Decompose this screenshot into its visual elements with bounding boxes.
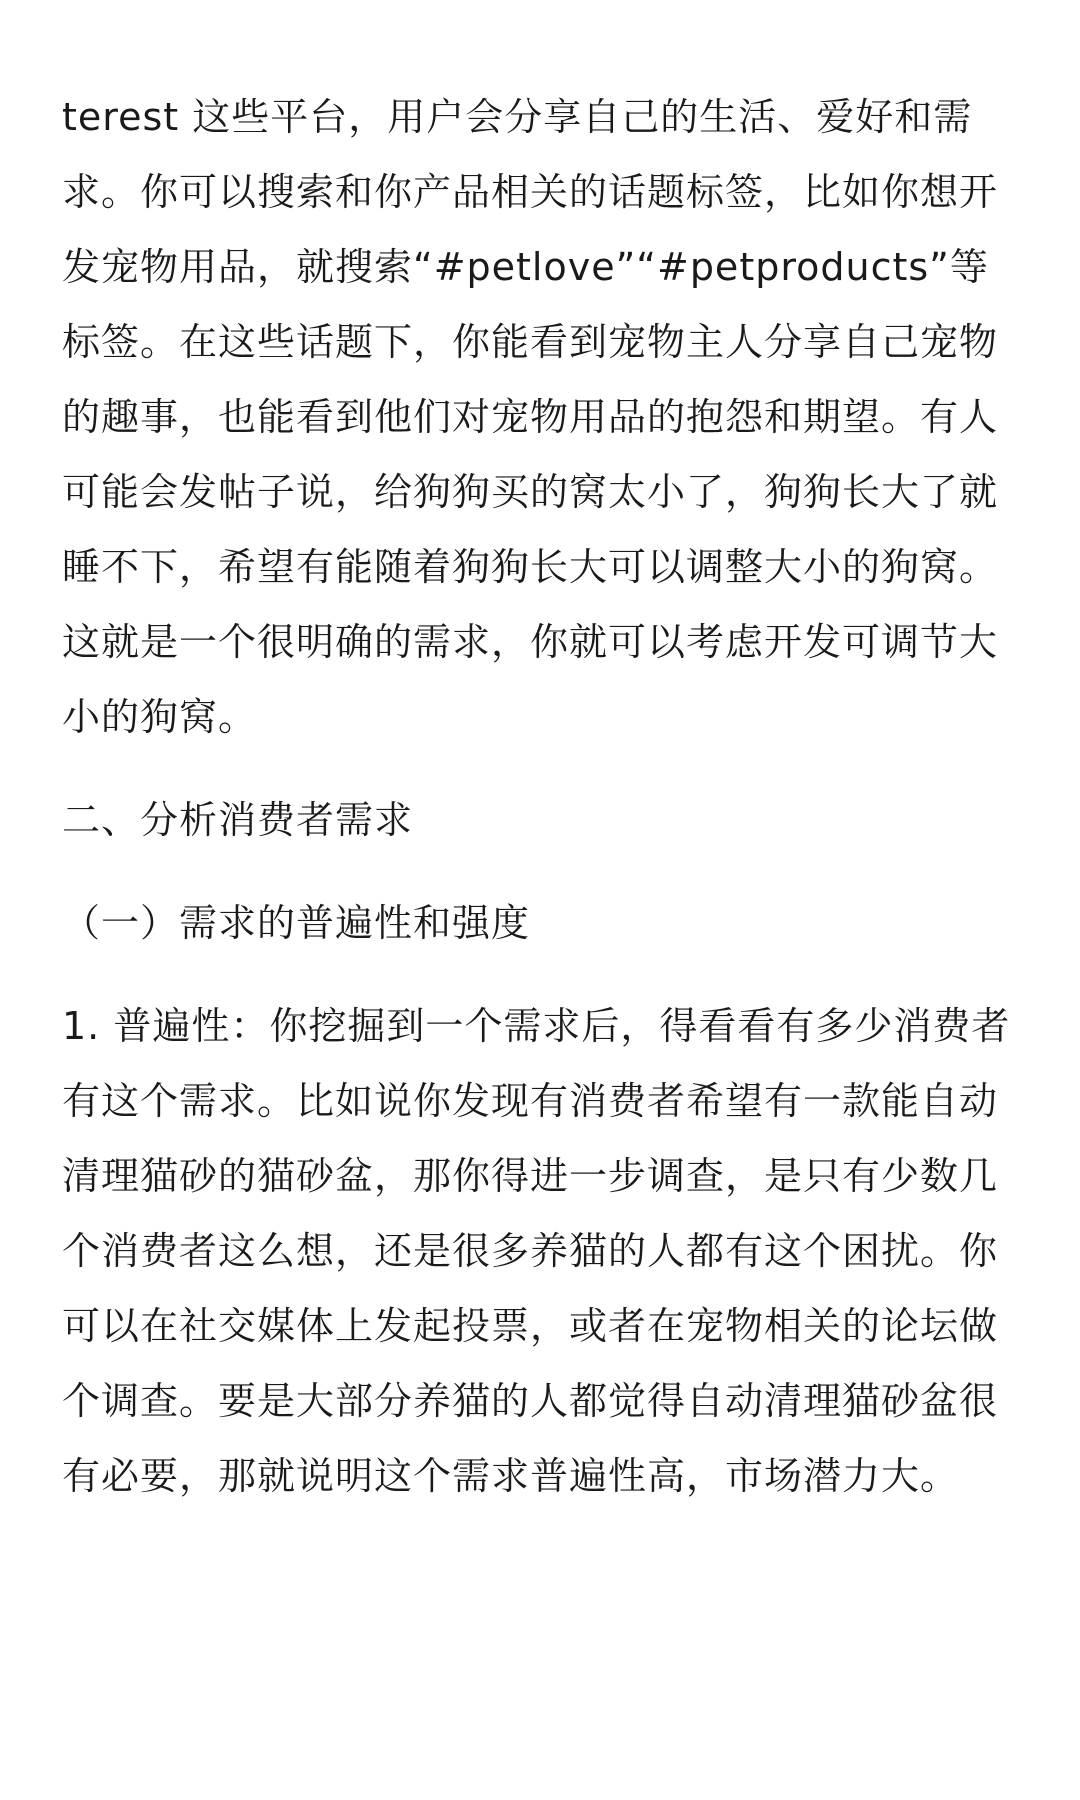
section-heading: 二、分析消费者需求 <box>62 798 414 842</box>
article-body <box>62 80 1022 1514</box>
paragraph-social-media-tags: terest 这些平台，用户会分享自己的生活、爱好和需求。你可以搜索和你产品相关的话题标签，比如你想开发宠物用品，就搜索“#petlove”“#petproducts”等标签。在这些话题下，你能看到宠物主人分享自己宠物的趣事，也能看到他们对宠物用品的抱怨和期望。有人可能会发帖子说，给狗狗买的窝太小了，狗狗长大了就睡不下，希望有能随着狗狗长大可以调整大小的狗窝。这就是一个很明确的需求，你就可以考虑开发可调节大小的狗窝。 <box>62 95 999 739</box>
paragraph-universality: 1. 普遍性：你挖掘到一个需求后，得看看有多少消费者有这个需求。比如说你发现有消费者希望有一款能自动清理猫砂的猫砂盆，那你得进一步调查，是只有少数几个消费者这么想，还是很多养猫的人都有这个困扰。你可以在社交媒体上发起投票，或者在宠物相关的论坛做个调查。要是大部分养猫的人都觉得自动清理猫砂盆很有必要，那就说明这个需求普遍性高，市场潜力大。 <box>62 1004 1011 1498</box>
subsection-heading: （一）需求的普遍性和强度 <box>62 901 531 945</box>
